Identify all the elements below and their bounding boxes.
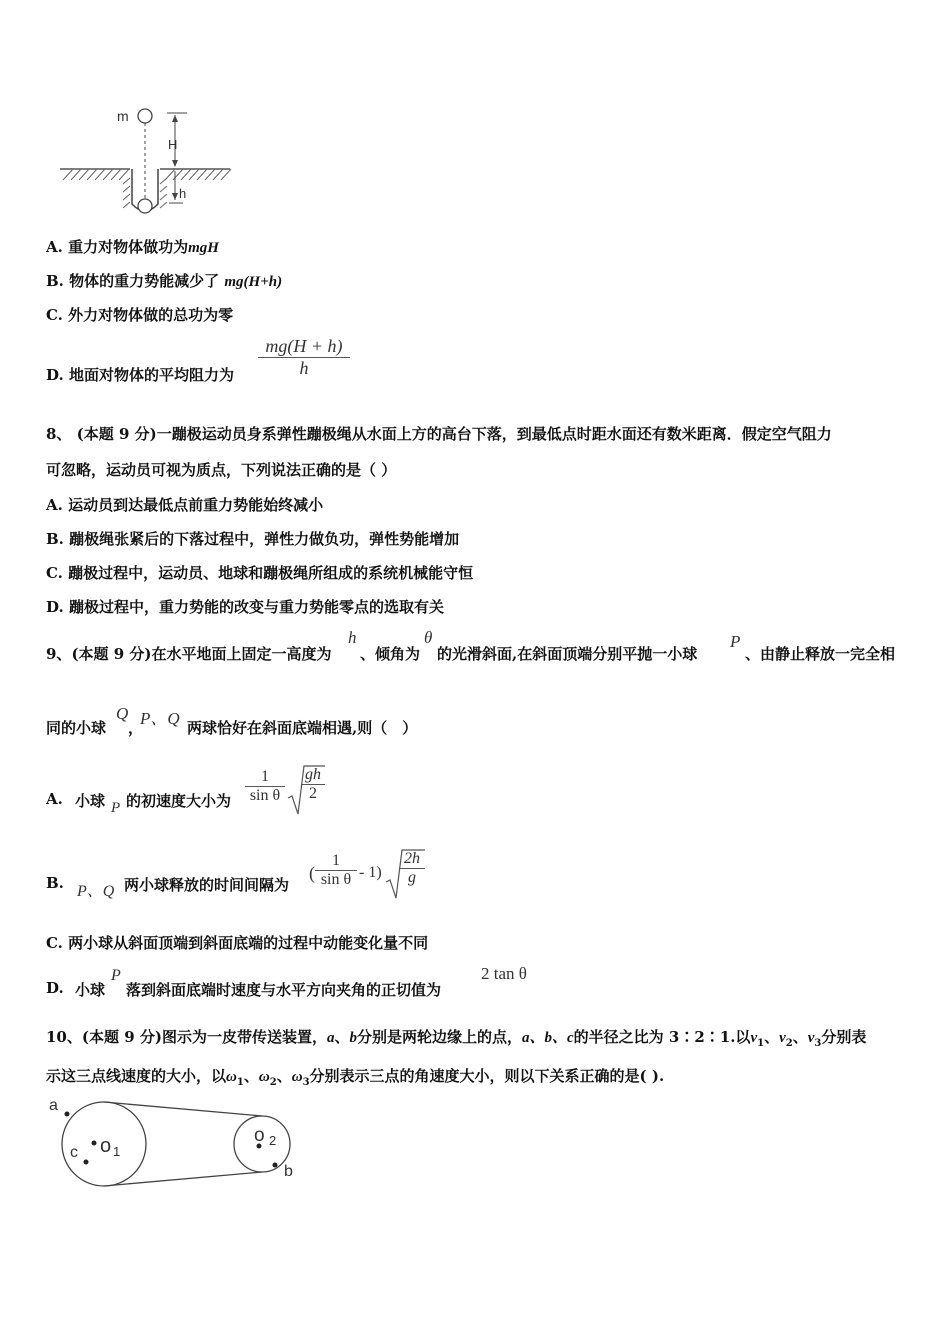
minus-one: - 1) [359, 864, 382, 881]
subscript: 1 [236, 1077, 244, 1088]
fraction-denominator: sin θ [249, 787, 281, 804]
q9-option-b-letter: B. [46, 874, 64, 892]
option-letter: B. [46, 530, 64, 548]
option-letter: C. [46, 934, 63, 952]
fraction-denominator: sin θ [320, 871, 352, 888]
q8-option-b [46, 528, 459, 549]
subscript: 2 [269, 1077, 277, 1088]
option-text: 运动员到达最低点前重力势能始终减小 [68, 496, 324, 514]
subscript: 3 [814, 1038, 822, 1049]
question-number: 8、 [46, 425, 72, 443]
q9-option-a-letter: A. [46, 790, 63, 808]
q9-stem-c: 的光滑斜面,在斜面顶端分别平抛一小球 [437, 645, 698, 663]
question-score: (本题 9 分) [81, 1028, 162, 1046]
q9-stem-line1 [46, 643, 332, 664]
label-o1: o [100, 1135, 112, 1157]
q9-option-d-text1: 小球 [75, 981, 106, 999]
q7-option-d [46, 364, 234, 385]
symbol-v3: v [807, 1030, 815, 1046]
subscript: 1 [757, 1038, 765, 1049]
q9-option-a-text1: 小球 [75, 792, 106, 810]
symbol-omega3: ω [291, 1069, 303, 1085]
open-paren: ( [309, 863, 315, 883]
q9-stem-f: 两球恰好在斜面底端相遇,则（ ） [187, 719, 418, 737]
label-H: H [168, 137, 178, 152]
symbol-h: h [348, 628, 357, 647]
question-score: (本题 9 分) [76, 425, 157, 443]
option-letter: A. [46, 238, 63, 256]
q9-b-root-fraction [399, 850, 425, 887]
subscript: 3 [302, 1077, 310, 1088]
question-number: 10、 [46, 1028, 82, 1046]
q7-option-a [46, 236, 219, 257]
option-letter: B. [46, 272, 64, 290]
option-math: mgH [188, 240, 219, 256]
fraction-numerator: gh [305, 766, 321, 783]
q9-option-b-text: 两小球释放的时间间隔为 [124, 876, 290, 894]
symbol-P: P [111, 800, 121, 816]
question-stem: 分别表 [821, 1028, 867, 1046]
fraction-numerator: 2h [404, 850, 420, 867]
symbol-omega1: ω [226, 1069, 237, 1085]
fraction-denominator: g [408, 869, 416, 886]
option-text: 重力对物体做功为 [68, 238, 189, 256]
option-text: 地面对物体的平均阻力为 [68, 366, 234, 384]
q10-stem-line1: 10、(本题 9 分)图示为一皮带传送装置，a、b分别是两轮边缘上的点，a、b、c的半径之比为 3∶2∶1.以$v_1$、$v_2$、$v_3$分别表 [46, 1028, 867, 1049]
symbol-a: a [326, 1030, 335, 1046]
option-text: 外力对物体做的总功为零 [68, 306, 234, 324]
question-stem: 一蹦极运动员身系弹性蹦极绳从水面上方的高台下落，到最低点时距水面还有数米距离．假定空气阻力 [156, 425, 832, 443]
symbol-b: b [349, 1030, 357, 1046]
symbol-abc: a、b、c [522, 1030, 574, 1046]
label-m: m [117, 108, 129, 124]
symbol-v2: v [779, 1030, 786, 1046]
q8-option-a [46, 494, 323, 515]
falling-ball-diagram [55, 100, 240, 220]
q9-stem-e: 同的小球 [46, 719, 107, 737]
question-stem: 分别表示三点的角速度大小，则以下关系正确的是( ). [309, 1067, 665, 1085]
fraction-numerator: 1 [332, 852, 340, 869]
symbol-theta: θ [424, 628, 433, 647]
q9-comma: ， [128, 719, 144, 737]
fraction-numerator: 1 [261, 768, 269, 785]
question-number: 9、 [46, 645, 72, 663]
option-math: mg(H+h) [224, 274, 283, 290]
label-a: a [49, 1097, 58, 1114]
question-stem: 图示为一皮带传送装置， [161, 1028, 327, 1046]
label-o2: o [254, 1125, 265, 1146]
question-score: (本题 9 分) [71, 645, 152, 663]
option-letter: C. [46, 564, 63, 582]
question-stem: 示这三点线速度的大小，以 [46, 1067, 227, 1085]
label-o1-sub: 1 [113, 1144, 121, 1159]
option-text: 蹦极绳张紧后的下落过程中，弹性力做负功，弹性势能增加 [69, 530, 460, 548]
option-letter: D. [46, 598, 64, 616]
symbol-PQ: P、Q [77, 883, 115, 900]
q9-option-c [46, 932, 428, 953]
label-c: c [70, 1144, 78, 1161]
q9-option-a-text2: 的初速度大小为 [126, 792, 232, 810]
option-letter: D. [46, 366, 64, 384]
q7-option-c [46, 304, 233, 325]
belt-pulley-diagram [40, 1090, 310, 1195]
fraction-denominator: h [299, 358, 309, 378]
subscript: 2 [785, 1038, 793, 1049]
question-stem: 分别是两轮边缘上的点， [356, 1028, 522, 1046]
q9-option-d-text2: 落到斜面底端时速度与水平方向夹角的正切值为 [126, 981, 442, 999]
symbol-PQ: P、Q [140, 709, 180, 728]
option-text: 蹦极过程中，运动员、地球和蹦极绳所组成的系统机械能守恒 [68, 564, 474, 582]
symbol-P: P [111, 967, 121, 984]
symbol-omega2: ω [258, 1069, 270, 1085]
question-stem: 在水平地面上固定一高度为 [151, 645, 332, 663]
option-text: 蹦极过程中，重力势能的改变与重力势能零点的选取有关 [68, 598, 444, 616]
separator: 、 [334, 1028, 350, 1046]
question-stem: 的半径之比为 3∶2∶1.以 [573, 1028, 751, 1046]
label-o2-sub: 2 [269, 1133, 277, 1148]
option-letter: C. [46, 306, 63, 324]
symbol-P: P [730, 632, 741, 651]
symbol-Q: Q [116, 704, 129, 723]
q8-option-d [46, 596, 444, 617]
q8-stem-line2: 可忽略，运动员可视为质点，下列说法正确的是（ ） [46, 461, 397, 479]
option-text: 物体的重力势能减少了 [69, 272, 220, 290]
label-b: b [284, 1163, 293, 1180]
q10-stem-line2: 示这三点线速度的大小，以$\omega_1$、$\omega_2$、$\omega_3$分别表示三点的角速度大小，则以下关系正确的是( ). [46, 1067, 665, 1088]
tan-expression: 2 tan θ [481, 964, 527, 983]
q9-stem-b: 、倾角为 [360, 645, 421, 663]
fraction-denominator: 2 [309, 785, 317, 802]
fraction-numerator: mg(H + h) [265, 336, 343, 356]
q9-a-fraction [245, 768, 285, 805]
q7-option-b [46, 270, 282, 291]
q9-b-fraction [315, 852, 357, 889]
q8-stem-line1 [46, 423, 832, 444]
option-text: 两小球从斜面顶端到斜面底端的过程中动能变化量不同 [68, 934, 429, 952]
label-h: h [179, 186, 187, 201]
q7-d-fraction [258, 336, 350, 379]
q9-stem-d: 、由静止释放一完全相 [745, 645, 896, 663]
option-letter: A. [46, 496, 63, 514]
q9-option-d-letter: D. [46, 979, 64, 997]
symbol-v1: v [750, 1030, 758, 1046]
q8-option-c [46, 562, 473, 583]
q9-a-root-fraction [301, 766, 325, 803]
